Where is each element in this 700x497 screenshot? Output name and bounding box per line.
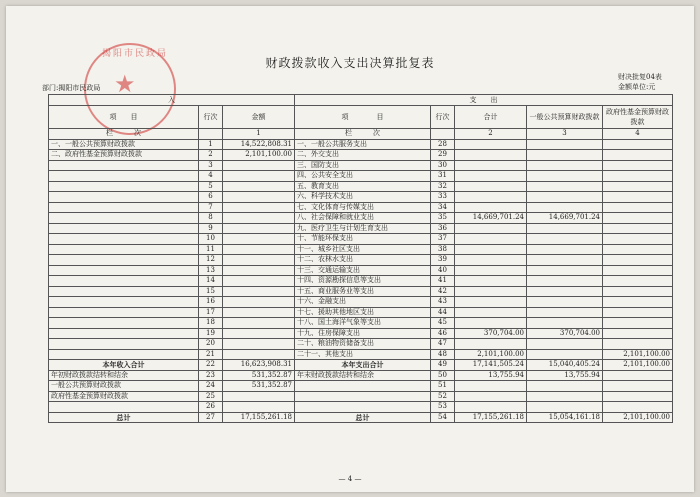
income-item	[49, 265, 199, 276]
income-amount	[223, 223, 295, 234]
general-budget-amount: 14,669,701.24	[527, 213, 603, 224]
income-amount	[223, 213, 295, 224]
income-amount	[223, 286, 295, 297]
expense-row-number: 28	[431, 139, 455, 150]
total-amount	[455, 223, 527, 234]
income-amount	[223, 171, 295, 182]
table-row	[49, 412, 673, 423]
expense-item: 十八、国土海洋气象等支出	[295, 318, 431, 329]
expense-row-number: 34	[431, 202, 455, 213]
income-row-number: 4	[199, 171, 223, 182]
table-row	[49, 297, 673, 308]
total-amount	[455, 318, 527, 329]
expense-row-number: 44	[431, 307, 455, 318]
table-row	[49, 339, 673, 350]
col-index-3: 3	[527, 129, 603, 140]
income-row-number: 23	[199, 370, 223, 381]
income-amount: 2,101,100.00	[223, 150, 295, 161]
table-row	[49, 276, 673, 287]
expense-item: 四、公共安全支出	[295, 171, 431, 182]
income-amount	[223, 202, 295, 213]
table-row	[49, 360, 673, 371]
total-amount	[455, 391, 527, 402]
income-item	[49, 297, 199, 308]
table-row	[49, 244, 673, 255]
fund-budget-amount	[603, 192, 673, 203]
fund-budget-amount	[603, 276, 673, 287]
expense-row-number: 37	[431, 234, 455, 245]
expense-item: 十九、住房保障支出	[295, 328, 431, 339]
fund-budget-amount	[603, 150, 673, 161]
fund-budget-amount	[603, 402, 673, 413]
expense-item: 八、社会保障和就业支出	[295, 213, 431, 224]
page-title: 财政拨款收入支出决算批复表	[265, 56, 435, 70]
fund-budget-amount	[603, 318, 673, 329]
table-row	[49, 234, 673, 245]
income-item	[49, 402, 199, 413]
expense-row-number: 36	[431, 223, 455, 234]
general-budget-amount: 370,704.00	[527, 328, 603, 339]
expense-item: 一、一般公共服务支出	[295, 139, 431, 150]
fund-budget-amount	[603, 223, 673, 234]
total-amount	[455, 286, 527, 297]
expense-item: 三、国防支出	[295, 160, 431, 171]
total-amount	[455, 150, 527, 161]
fund-budget-amount	[603, 370, 673, 381]
income-row-number: 18	[199, 318, 223, 329]
table-row	[49, 255, 673, 266]
amount-header: 金额	[223, 106, 295, 129]
expense-rowno-header: 行次	[431, 106, 455, 129]
income-row-number: 6	[199, 192, 223, 203]
expense-row-number: 30	[431, 160, 455, 171]
table-row	[49, 223, 673, 234]
total-amount	[455, 339, 527, 350]
section-header-row	[49, 95, 673, 106]
income-row-number: 19	[199, 328, 223, 339]
income-amount: 17,155,261.18	[223, 412, 295, 423]
income-row-number: 1	[199, 139, 223, 150]
income-amount: 16,623,908.31	[223, 360, 295, 371]
general-budget-amount	[527, 192, 603, 203]
expense-row-number: 43	[431, 297, 455, 308]
income-row-number: 9	[199, 223, 223, 234]
income-item	[49, 202, 199, 213]
col-index-4: 4	[603, 129, 673, 140]
general-budget-amount	[527, 297, 603, 308]
income-row-number: 13	[199, 265, 223, 276]
expense-row-number: 41	[431, 276, 455, 287]
income-item	[49, 181, 199, 192]
general-budget-amount: 13,755.94	[527, 370, 603, 381]
income-row-number: 11	[199, 244, 223, 255]
income-row-number: 5	[199, 181, 223, 192]
expense-item	[295, 402, 431, 413]
income-amount	[223, 192, 295, 203]
fund-budget-amount	[603, 160, 673, 171]
total-amount	[455, 160, 527, 171]
expense-row-number: 46	[431, 328, 455, 339]
total-amount	[455, 192, 527, 203]
table-row	[49, 328, 673, 339]
income-row-number: 8	[199, 213, 223, 224]
expense-row-number: 29	[431, 150, 455, 161]
income-item	[49, 244, 199, 255]
expense-item: 总计	[295, 412, 431, 423]
department-label: 部门:揭阳市民政局	[42, 84, 101, 92]
general-budget-amount	[527, 255, 603, 266]
income-row-number: 24	[199, 381, 223, 392]
expense-row-number: 35	[431, 213, 455, 224]
income-amount	[223, 339, 295, 350]
income-item	[49, 223, 199, 234]
expense-item: 二、外交支出	[295, 150, 431, 161]
fund-budget-amount	[603, 286, 673, 297]
income-amount	[223, 160, 295, 171]
fund-budget-amount: 2,101,100.00	[603, 412, 673, 423]
expense-row-number: 52	[431, 391, 455, 402]
total-amount: 2,101,100.00	[455, 349, 527, 360]
expense-item: 十四、资源勘探信息等支出	[295, 276, 431, 287]
total-amount	[455, 255, 527, 266]
table-row	[49, 381, 673, 392]
table-row	[49, 202, 673, 213]
income-amount	[223, 297, 295, 308]
col-label: 栏 次	[49, 129, 199, 140]
income-row-number: 25	[199, 391, 223, 402]
general-budget-amount	[527, 402, 603, 413]
expense-row-number: 38	[431, 244, 455, 255]
income-row-number: 15	[199, 286, 223, 297]
income-amount	[223, 391, 295, 402]
expense-item: 六、科学技术支出	[295, 192, 431, 203]
total-amount	[455, 171, 527, 182]
expense-row-number: 42	[431, 286, 455, 297]
expense-item: 七、文化体育与传媒支出	[295, 202, 431, 213]
table-row	[49, 318, 673, 329]
expense-item: 十三、交通运输支出	[295, 265, 431, 276]
document-page	[6, 6, 694, 492]
expense-item: 二十一、其他支出	[295, 349, 431, 360]
income-item	[49, 171, 199, 182]
general-budget-amount	[527, 139, 603, 150]
income-item: 二、政府性基金预算财政拨款	[49, 150, 199, 161]
col-label: 栏 次	[295, 129, 431, 140]
income-item	[49, 339, 199, 350]
income-row-number: 3	[199, 160, 223, 171]
expense-row-number: 31	[431, 171, 455, 182]
table-row	[49, 213, 673, 224]
column-index-row	[49, 129, 673, 140]
income-section-header: 入	[49, 95, 295, 106]
general-budget-header: 一般公共预算财政拨款	[527, 106, 603, 129]
total-amount	[455, 381, 527, 392]
income-row-number: 7	[199, 202, 223, 213]
income-item: 本年收入合计	[49, 360, 199, 371]
general-budget-amount	[527, 339, 603, 350]
col-index-1: 1	[223, 129, 295, 140]
expense-row-number: 48	[431, 349, 455, 360]
expense-item: 十七、援助其他地区支出	[295, 307, 431, 318]
total-amount	[455, 307, 527, 318]
total-amount	[455, 402, 527, 413]
income-amount	[223, 181, 295, 192]
income-row-number: 2	[199, 150, 223, 161]
total-header: 合计	[455, 106, 527, 129]
fund-budget-amount: 2,101,100.00	[603, 360, 673, 371]
expense-item	[295, 391, 431, 402]
expense-section-header: 支 出	[295, 95, 673, 106]
fund-budget-amount	[603, 234, 673, 245]
expense-row-number: 45	[431, 318, 455, 329]
total-amount	[455, 244, 527, 255]
general-budget-amount	[527, 318, 603, 329]
total-amount: 14,669,701.24	[455, 213, 527, 224]
income-amount: 531,352.87	[223, 381, 295, 392]
income-row-number: 27	[199, 412, 223, 423]
expense-row-number: 49	[431, 360, 455, 371]
general-budget-amount	[527, 160, 603, 171]
fund-budget-amount	[603, 171, 673, 182]
income-item: 一、一般公共预算财政拨款	[49, 139, 199, 150]
fund-budget-amount	[603, 181, 673, 192]
general-budget-amount	[527, 381, 603, 392]
general-budget-amount	[527, 171, 603, 182]
total-amount: 17,141,505.24	[455, 360, 527, 371]
expense-item	[295, 381, 431, 392]
fund-budget-amount	[603, 297, 673, 308]
general-budget-amount	[527, 223, 603, 234]
income-amount	[223, 328, 295, 339]
income-amount: 14,522,808.31	[223, 139, 295, 150]
col-index-2: 2	[455, 129, 527, 140]
income-amount	[223, 318, 295, 329]
general-budget-amount	[527, 349, 603, 360]
income-amount	[223, 276, 295, 287]
expense-item: 二十、粮油物资储备支出	[295, 339, 431, 350]
page-number: — 4 —	[338, 475, 362, 483]
fund-budget-amount	[603, 202, 673, 213]
income-amount	[223, 307, 295, 318]
table-row	[49, 171, 673, 182]
fund-budget-header: 政府性基金预算财政拨款	[603, 106, 673, 129]
income-row-number: 22	[199, 360, 223, 371]
expense-item: 十二、农林水支出	[295, 255, 431, 266]
table-row	[49, 150, 673, 161]
table-row	[49, 160, 673, 171]
income-item	[49, 318, 199, 329]
expense-row-number: 33	[431, 192, 455, 203]
income-item	[49, 307, 199, 318]
table-row	[49, 402, 673, 413]
seal-star-icon: ★	[114, 70, 136, 98]
general-budget-amount	[527, 202, 603, 213]
expense-item: 本年支出合计	[295, 360, 431, 371]
income-amount	[223, 349, 295, 360]
general-budget-amount	[527, 307, 603, 318]
income-amount	[223, 402, 295, 413]
expense-item: 十、节能环保支出	[295, 234, 431, 245]
table-row	[49, 286, 673, 297]
expense-row-number: 53	[431, 402, 455, 413]
form-code: 财决批复04表	[618, 73, 662, 81]
expense-item-header: 项 目	[295, 106, 431, 129]
income-rowno-header: 行次	[199, 106, 223, 129]
fund-budget-amount: 2,101,100.00	[603, 349, 673, 360]
income-item	[49, 349, 199, 360]
expense-item: 十六、金融支出	[295, 297, 431, 308]
expense-row-number: 54	[431, 412, 455, 423]
income-item: 一般公共预算财政拨款	[49, 381, 199, 392]
income-row-number: 12	[199, 255, 223, 266]
total-amount: 17,155,261.18	[455, 412, 527, 423]
general-budget-amount	[527, 150, 603, 161]
general-budget-amount	[527, 244, 603, 255]
income-row-number: 10	[199, 234, 223, 245]
total-amount: 13,755.94	[455, 370, 527, 381]
income-item	[49, 213, 199, 224]
expense-row-number: 51	[431, 381, 455, 392]
expense-item: 十一、城乡社区支出	[295, 244, 431, 255]
total-amount	[455, 202, 527, 213]
table-row	[49, 265, 673, 276]
general-budget-amount	[527, 181, 603, 192]
fund-budget-amount	[603, 139, 673, 150]
general-budget-amount	[527, 276, 603, 287]
fund-budget-amount	[603, 265, 673, 276]
expense-row-number: 50	[431, 370, 455, 381]
income-item	[49, 192, 199, 203]
fund-budget-amount	[603, 244, 673, 255]
total-amount	[455, 139, 527, 150]
income-item	[49, 234, 199, 245]
fund-budget-amount	[603, 213, 673, 224]
income-amount	[223, 265, 295, 276]
fund-budget-amount	[603, 381, 673, 392]
income-row-number: 16	[199, 297, 223, 308]
fund-budget-amount	[603, 328, 673, 339]
table-row	[49, 391, 673, 402]
fund-budget-amount	[603, 307, 673, 318]
income-item	[49, 328, 199, 339]
table-row	[49, 139, 673, 150]
income-row-number: 17	[199, 307, 223, 318]
expense-item: 九、医疗卫生与计划生育支出	[295, 223, 431, 234]
income-amount	[223, 244, 295, 255]
expense-item: 五、教育支出	[295, 181, 431, 192]
income-amount	[223, 255, 295, 266]
general-budget-amount: 15,054,161.18	[527, 412, 603, 423]
income-item	[49, 286, 199, 297]
general-budget-amount	[527, 286, 603, 297]
total-amount: 370,704.00	[455, 328, 527, 339]
general-budget-amount	[527, 391, 603, 402]
income-amount	[223, 234, 295, 245]
table-row	[49, 181, 673, 192]
income-item	[49, 276, 199, 287]
general-budget-amount	[527, 265, 603, 276]
total-amount	[455, 234, 527, 245]
expense-row-number: 47	[431, 339, 455, 350]
income-item	[49, 160, 199, 171]
general-budget-amount: 15,040,405.24	[527, 360, 603, 371]
income-item: 年初财政拨款结转和结余	[49, 370, 199, 381]
table-row	[49, 192, 673, 203]
expense-item: 十五、商业服务业等支出	[295, 286, 431, 297]
expense-row-number: 32	[431, 181, 455, 192]
expense-item: 年末财政拨款结转和结余	[295, 370, 431, 381]
expense-row-number: 40	[431, 265, 455, 276]
total-amount	[455, 265, 527, 276]
total-amount	[455, 276, 527, 287]
income-row-number: 20	[199, 339, 223, 350]
fund-budget-amount	[603, 339, 673, 350]
income-row-number: 21	[199, 349, 223, 360]
general-budget-amount	[527, 234, 603, 245]
table-row	[49, 307, 673, 318]
income-item	[49, 255, 199, 266]
total-amount	[455, 297, 527, 308]
income-row-number: 14	[199, 276, 223, 287]
seal-text: 揭阳市民政局	[102, 49, 169, 59]
budget-table	[48, 94, 673, 423]
unit-label: 金额单位:元	[618, 83, 656, 91]
income-row-number: 26	[199, 402, 223, 413]
table-row	[49, 349, 673, 360]
income-item: 总计	[49, 412, 199, 423]
column-header-row	[49, 106, 673, 129]
income-item-header: 项 目	[49, 106, 199, 129]
income-amount: 531,352.87	[223, 370, 295, 381]
income-item: 政府性基金预算财政拨款	[49, 391, 199, 402]
expense-row-number: 39	[431, 255, 455, 266]
fund-budget-amount	[603, 391, 673, 402]
fund-budget-amount	[603, 255, 673, 266]
total-amount	[455, 181, 527, 192]
table-row	[49, 370, 673, 381]
